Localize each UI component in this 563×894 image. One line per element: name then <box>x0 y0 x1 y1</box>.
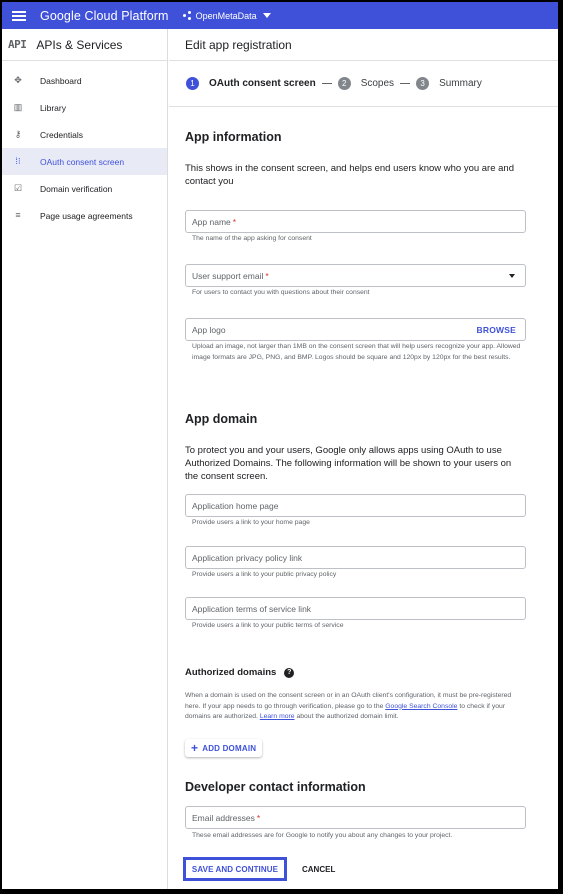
home-page-hint: Provide users a link to your home page <box>192 519 310 526</box>
google-search-console-link[interactable]: Google Search Console <box>385 702 458 710</box>
home-page-placeholder: Application home page <box>192 500 279 511</box>
email-addresses-input[interactable] <box>185 806 526 829</box>
step-2-label[interactable]: Scopes <box>360 78 395 89</box>
project-dots-icon <box>183 11 192 20</box>
app-logo-label: App logo <box>192 324 226 335</box>
main-panel <box>169 29 558 889</box>
add-domain-label: ADD DOMAIN <box>202 743 257 753</box>
browse-button[interactable]: BROWSE <box>476 325 516 335</box>
app-name-hint: The name of the app asking for consent <box>192 235 312 242</box>
sidebar-item-page-usage-agreements[interactable] <box>2 202 167 229</box>
terms-of-service-hint: Provide users a link to your public terms of service <box>192 622 344 629</box>
step-3-label[interactable]: Summary <box>439 78 482 89</box>
app-name-field[interactable] <box>185 210 526 233</box>
add-domain-button[interactable] <box>185 739 262 757</box>
library-icon: ▥ <box>13 102 23 112</box>
sidebar-item-label: Domain verification <box>40 183 113 194</box>
email-addresses-label: Email addresses <box>192 812 255 823</box>
user-support-email-hint: For users to contact you with questions about their consent <box>192 289 370 296</box>
sidebar-item-dashboard[interactable] <box>2 67 167 94</box>
api-logo-icon: API <box>8 38 27 51</box>
checkbox-icon: ☑ <box>13 183 23 193</box>
brand-title[interactable]: Google Cloud Platform <box>40 8 169 23</box>
sidebar-header <box>2 29 167 61</box>
sidebar-item-domain-verification[interactable] <box>2 175 167 202</box>
user-support-email-select[interactable] <box>185 264 526 287</box>
app-domain-description: To protect you and your users, Google only allows apps using OAuth to use Authorized Domains. The following information will be shown to your users on the consent screen. <box>185 445 512 482</box>
step-divider <box>322 83 332 84</box>
privacy-policy-link-input[interactable] <box>185 546 526 569</box>
sidebar-item-library[interactable] <box>2 94 167 121</box>
authorized-domains-description <box>185 691 527 723</box>
email-addresses-hint: These email addresses are for Google to notify you about any changes to your project. <box>192 832 453 839</box>
app-logo-field[interactable] <box>185 318 526 341</box>
dropdown-arrow-icon <box>509 274 515 278</box>
sidebar <box>2 29 168 889</box>
plus-icon: + <box>191 741 199 755</box>
top-bar <box>2 2 558 29</box>
terms-of-service-link-input[interactable] <box>185 597 526 620</box>
authorized-domains-text: about the authorized domain limit. <box>294 713 399 720</box>
developer-contact-title: Developer contact information <box>185 780 366 794</box>
project-selector[interactable] <box>183 11 271 21</box>
app-domain-title: App domain <box>185 412 258 426</box>
hamburger-menu-icon[interactable] <box>12 11 26 21</box>
sidebar-item-label: OAuth consent screen <box>40 156 125 167</box>
project-name: OpenMetaData <box>195 10 257 21</box>
stepper <box>169 61 558 107</box>
sidebar-nav <box>2 61 167 229</box>
privacy-policy-hint: Provide users a link to your public privacy policy <box>192 571 337 578</box>
authorized-domains-label: Authorized domains <box>185 667 277 678</box>
save-and-continue-button[interactable]: SAVE AND CONTINUE <box>183 857 287 881</box>
step-1-label[interactable]: OAuth consent screen <box>209 78 316 89</box>
authorized-domains-title <box>185 667 294 678</box>
privacy-policy-placeholder: Application privacy policy link <box>192 552 303 563</box>
app-frame <box>2 2 558 889</box>
terms-of-service-placeholder: Application terms of service link <box>192 603 312 614</box>
help-icon[interactable]: ? <box>284 668 294 678</box>
user-support-email-label: User support email <box>192 270 264 281</box>
step-1-number[interactable]: 1 <box>186 77 199 90</box>
consent-icon: ⁞⁝ <box>15 156 21 166</box>
required-marker: * <box>265 270 269 281</box>
cancel-button[interactable]: CANCEL <box>302 865 336 874</box>
authorized-domains-text: When a domain is used on the consent screen or in an OAuth client's configuration, it must be pre-registered here. If your app needs to go through verification, please go to the <box>185 692 512 710</box>
caret-down-icon <box>263 13 271 18</box>
required-marker: * <box>256 812 261 823</box>
application-home-page-input[interactable] <box>185 494 526 517</box>
sidebar-item-label: Page usage agreements <box>40 210 133 221</box>
page-title: Edit app registration <box>169 29 558 61</box>
learn-more-link[interactable]: Learn more <box>259 713 295 720</box>
sidebar-item-credentials[interactable] <box>2 121 167 148</box>
sidebar-title: APIs & Services <box>36 37 123 52</box>
settings-list-icon: ≡ <box>15 210 21 220</box>
step-3-number[interactable]: 3 <box>416 77 429 90</box>
app-logo-hint: Upload an image, not larger than 1MB on the consent screen that will help users recognize your app. Allowed image formats are JPG, PNG, and BMP. Logos should be square and 120px by 120px for the best results. <box>192 343 521 361</box>
app-information-title: App information <box>185 130 282 144</box>
step-divider <box>400 83 410 84</box>
authorized-domains-text: to check if your domains are authorized. <box>185 702 506 720</box>
dashboard-icon: ✥ <box>14 75 22 85</box>
required-marker: * <box>232 216 237 227</box>
sidebar-item-label: Dashboard <box>40 75 82 86</box>
sidebar-item-oauth-consent-screen[interactable] <box>2 148 167 175</box>
sidebar-item-label: Credentials <box>40 129 83 140</box>
app-name-label: App name <box>192 216 231 227</box>
key-icon: ⚷ <box>14 129 22 139</box>
app-information-description: This shows in the consent screen, and helps end users know who you are and contact you <box>185 163 514 187</box>
sidebar-item-label: Library <box>40 102 66 113</box>
step-2-number[interactable]: 2 <box>338 77 351 90</box>
